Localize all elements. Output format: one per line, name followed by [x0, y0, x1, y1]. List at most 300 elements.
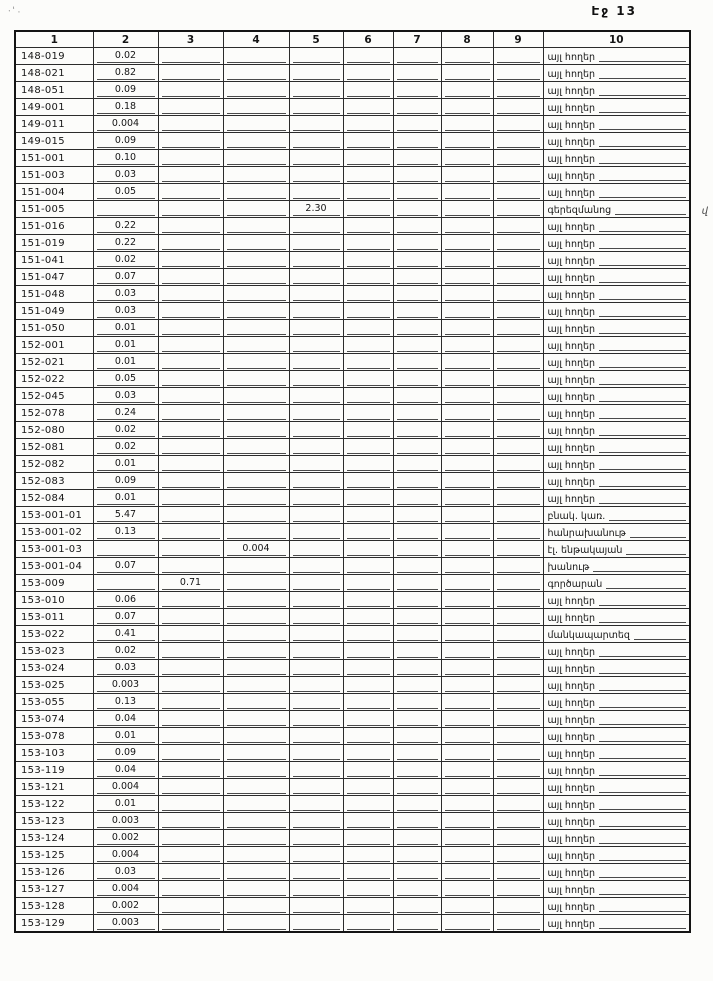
value-cell	[493, 694, 543, 711]
value-cell	[393, 116, 441, 133]
value-cell	[158, 830, 223, 847]
table-row	[15, 898, 690, 915]
value-cell	[289, 864, 343, 881]
value-cell	[343, 745, 393, 762]
fill-line	[599, 367, 686, 368]
value-cell	[158, 796, 223, 813]
fill-line	[599, 656, 686, 657]
value-cell	[441, 99, 493, 116]
value-cell: 0.03	[93, 660, 158, 677]
parcel-code-cell: 153-025	[15, 677, 93, 694]
table-row	[15, 82, 690, 99]
land-use-text: այլ հողեր	[547, 85, 596, 97]
value-cell	[441, 235, 493, 252]
parcel-code-cell: 153-001-02	[15, 524, 93, 541]
value-cell	[223, 609, 289, 626]
table-row	[15, 371, 690, 388]
land-use-text: այլ հողեր	[547, 680, 596, 692]
value-cell	[223, 150, 289, 167]
value-cell	[343, 303, 393, 320]
table-row	[15, 507, 690, 524]
value-cell	[493, 48, 543, 65]
value-cell	[493, 898, 543, 915]
land-use-text: այլ հողեր	[547, 748, 596, 760]
land-use-text: այլ հողեր	[547, 697, 596, 709]
value-cell	[393, 371, 441, 388]
parcel-code-cell: 153-123	[15, 813, 93, 830]
value-cell: 0.01	[93, 728, 158, 745]
value-cell: 5.47	[93, 507, 158, 524]
value-cell: 0.01	[93, 456, 158, 473]
value-cell	[223, 847, 289, 864]
value-cell: 0.002	[93, 830, 158, 847]
land-use-cell	[543, 762, 690, 779]
page-number-label: Էջ 13	[591, 4, 637, 18]
value-cell	[289, 779, 343, 796]
value-cell	[223, 864, 289, 881]
land-use-cell	[543, 779, 690, 796]
value-cell	[441, 422, 493, 439]
value-cell	[393, 286, 441, 303]
value-cell	[289, 150, 343, 167]
fill-line	[599, 299, 686, 300]
parcel-code-cell: 153-078	[15, 728, 93, 745]
value-cell	[493, 541, 543, 558]
value-cell	[441, 337, 493, 354]
value-cell	[289, 592, 343, 609]
parcel-code-cell: 151-005	[15, 201, 93, 218]
value-cell	[289, 473, 343, 490]
value-cell	[223, 711, 289, 728]
fill-line	[630, 537, 686, 538]
table-row	[15, 150, 690, 167]
value-cell	[289, 184, 343, 201]
fill-line	[599, 316, 686, 317]
table-row	[15, 881, 690, 898]
value-cell	[343, 864, 393, 881]
land-use-text: էլ. ենթակայան	[547, 544, 623, 556]
fill-line	[599, 95, 686, 96]
land-use-text: խանութ	[547, 561, 590, 573]
land-use-cell	[543, 388, 690, 405]
table-row	[15, 796, 690, 813]
value-cell	[158, 864, 223, 881]
value-cell	[223, 762, 289, 779]
value-cell	[289, 677, 343, 694]
value-cell	[493, 337, 543, 354]
value-cell: 0.09	[93, 473, 158, 490]
value-cell	[223, 881, 289, 898]
value-cell	[393, 915, 441, 933]
fill-line	[599, 690, 686, 691]
land-use-text: այլ հողեր	[547, 493, 596, 505]
value-cell	[289, 354, 343, 371]
table-row	[15, 439, 690, 456]
fill-line	[615, 214, 686, 215]
value-cell	[289, 252, 343, 269]
value-cell	[393, 99, 441, 116]
value-cell	[158, 99, 223, 116]
value-cell	[289, 371, 343, 388]
land-use-text: այլ հողեր	[547, 153, 596, 165]
value-cell	[289, 507, 343, 524]
value-cell	[223, 694, 289, 711]
value-cell	[441, 524, 493, 541]
value-cell	[289, 745, 343, 762]
value-cell	[289, 337, 343, 354]
parcel-code-cell: 153-011	[15, 609, 93, 626]
land-use-text: այլ հողեր	[547, 323, 596, 335]
fill-line	[599, 282, 686, 283]
value-cell	[393, 796, 441, 813]
value-cell	[493, 677, 543, 694]
value-cell	[289, 388, 343, 405]
value-cell	[493, 150, 543, 167]
value-cell	[158, 320, 223, 337]
value-cell	[493, 218, 543, 235]
value-cell	[158, 252, 223, 269]
value-cell	[343, 728, 393, 745]
table-row	[15, 235, 690, 252]
value-cell: 0.82	[93, 65, 158, 82]
table-row	[15, 711, 690, 728]
value-cell	[393, 490, 441, 507]
value-cell	[158, 711, 223, 728]
value-cell	[289, 269, 343, 286]
value-cell	[441, 626, 493, 643]
value-cell	[343, 65, 393, 82]
value-cell	[493, 643, 543, 660]
value-cell	[493, 116, 543, 133]
value-cell	[343, 371, 393, 388]
value-cell: 0.09	[93, 82, 158, 99]
parcel-code-cell: 148-019	[15, 48, 93, 65]
value-cell	[158, 269, 223, 286]
parcel-code-cell: 151-050	[15, 320, 93, 337]
fill-line	[599, 486, 686, 487]
table-row	[15, 320, 690, 337]
value-cell	[343, 184, 393, 201]
value-cell	[289, 915, 343, 933]
parcel-code-cell: 153-001-03	[15, 541, 93, 558]
value-cell: 0.02	[93, 643, 158, 660]
value-cell	[289, 116, 343, 133]
fill-line	[599, 775, 686, 776]
value-cell	[343, 779, 393, 796]
parcel-code-cell: 151-001	[15, 150, 93, 167]
fill-line	[599, 197, 686, 198]
table-row	[15, 847, 690, 864]
fill-line	[599, 112, 686, 113]
value-cell	[158, 609, 223, 626]
value-cell	[441, 830, 493, 847]
value-cell	[493, 354, 543, 371]
value-cell	[441, 167, 493, 184]
land-use-text: այլ հողեր	[547, 408, 596, 420]
value-cell	[223, 813, 289, 830]
land-use-cell	[543, 677, 690, 694]
value-cell	[393, 269, 441, 286]
value-cell: 0.06	[93, 592, 158, 609]
fill-line	[599, 792, 686, 793]
land-use-cell	[543, 592, 690, 609]
value-cell	[441, 881, 493, 898]
value-cell	[223, 796, 289, 813]
value-cell	[223, 133, 289, 150]
value-cell	[441, 558, 493, 575]
value-cell	[493, 422, 543, 439]
value-cell: 2.30	[289, 201, 343, 218]
value-cell	[343, 796, 393, 813]
parcel-code-cell: 153-074	[15, 711, 93, 728]
land-use-text: այլ հողեր	[547, 765, 596, 777]
land-use-text: այլ հողեր	[547, 663, 596, 675]
value-cell	[393, 745, 441, 762]
land-use-text: այլ հողեր	[547, 238, 596, 250]
value-cell: 0.03	[93, 303, 158, 320]
land-use-cell	[543, 660, 690, 677]
parcel-code-cell: 151-016	[15, 218, 93, 235]
value-cell	[393, 592, 441, 609]
land-use-cell	[543, 609, 690, 626]
value-cell	[223, 354, 289, 371]
land-use-text: հանրախանութ	[547, 527, 626, 539]
value-cell	[393, 150, 441, 167]
value-cell	[493, 507, 543, 524]
value-cell	[158, 881, 223, 898]
value-cell	[493, 65, 543, 82]
parcel-code-cell: 152-001	[15, 337, 93, 354]
value-cell	[393, 473, 441, 490]
margin-handwritten-note: վ	[701, 206, 708, 217]
table-row	[15, 337, 690, 354]
value-cell	[441, 269, 493, 286]
value-cell	[441, 592, 493, 609]
value-cell	[493, 762, 543, 779]
table-body	[15, 48, 690, 933]
table-row	[15, 660, 690, 677]
land-use-cell	[543, 218, 690, 235]
value-cell: 0.07	[93, 558, 158, 575]
land-use-text: այլ հողեր	[547, 442, 596, 454]
value-cell	[343, 830, 393, 847]
value-cell	[493, 711, 543, 728]
fill-line	[599, 605, 686, 606]
value-cell	[393, 711, 441, 728]
value-cell	[493, 439, 543, 456]
table-row	[15, 745, 690, 762]
fill-line	[599, 928, 686, 929]
land-use-text: այլ հողեր	[547, 391, 596, 403]
value-cell	[343, 575, 393, 592]
value-cell	[223, 677, 289, 694]
value-cell	[343, 677, 393, 694]
column-header: 2	[93, 31, 158, 48]
value-cell	[441, 541, 493, 558]
table-row	[15, 99, 690, 116]
land-use-cell	[543, 796, 690, 813]
value-cell	[158, 524, 223, 541]
value-cell	[158, 235, 223, 252]
column-header: 9	[493, 31, 543, 48]
value-cell	[441, 303, 493, 320]
value-cell	[393, 677, 441, 694]
value-cell	[393, 235, 441, 252]
land-use-text: այլ հողեր	[547, 612, 596, 624]
fill-line	[593, 571, 686, 572]
land-use-cell	[543, 575, 690, 592]
value-cell	[158, 388, 223, 405]
value-cell	[441, 711, 493, 728]
value-cell	[441, 150, 493, 167]
value-cell	[343, 711, 393, 728]
value-cell: 0.09	[93, 133, 158, 150]
land-use-cell	[543, 490, 690, 507]
value-cell	[441, 898, 493, 915]
land-use-text: այլ հողեր	[547, 918, 596, 930]
land-use-cell	[543, 286, 690, 303]
value-cell	[493, 728, 543, 745]
value-cell	[343, 218, 393, 235]
value-cell	[223, 456, 289, 473]
value-cell	[289, 48, 343, 65]
parcel-code-cell: 151-049	[15, 303, 93, 320]
value-cell	[289, 796, 343, 813]
value-cell	[223, 269, 289, 286]
value-cell	[493, 201, 543, 218]
value-cell	[493, 592, 543, 609]
land-use-text: այլ հողեր	[547, 119, 596, 131]
table-row	[15, 541, 690, 558]
value-cell	[343, 643, 393, 660]
value-cell	[158, 762, 223, 779]
fill-line	[599, 809, 686, 810]
land-use-text: այլ հողեր	[547, 646, 596, 658]
value-cell	[493, 524, 543, 541]
value-cell	[289, 218, 343, 235]
value-cell	[441, 354, 493, 371]
fill-line	[599, 503, 686, 504]
fill-line	[599, 911, 686, 912]
value-cell	[393, 48, 441, 65]
value-cell	[393, 643, 441, 660]
land-use-text: այլ հողեր	[547, 476, 596, 488]
value-cell	[493, 184, 543, 201]
value-cell	[393, 422, 441, 439]
value-cell	[343, 456, 393, 473]
value-cell	[158, 677, 223, 694]
table-row	[15, 388, 690, 405]
value-cell	[441, 490, 493, 507]
value-cell	[223, 252, 289, 269]
value-cell	[343, 405, 393, 422]
value-cell	[289, 694, 343, 711]
land-use-cell	[543, 864, 690, 881]
value-cell	[289, 422, 343, 439]
value-cell	[343, 320, 393, 337]
parcel-code-cell: 151-019	[15, 235, 93, 252]
value-cell	[93, 201, 158, 218]
parcel-code-cell: 151-047	[15, 269, 93, 286]
value-cell	[158, 456, 223, 473]
land-use-text: այլ հողեր	[547, 102, 596, 114]
value-cell	[393, 847, 441, 864]
value-cell: 0.004	[223, 541, 289, 558]
land-use-text: այլ հողեր	[547, 901, 596, 913]
parcel-code-cell: 153-119	[15, 762, 93, 779]
land-use-text: այլ հողեր	[547, 221, 596, 233]
land-use-cell	[543, 881, 690, 898]
corner-scan-mark: ·'.	[7, 5, 23, 17]
fill-line	[609, 520, 686, 521]
value-cell	[343, 286, 393, 303]
land-use-cell	[543, 303, 690, 320]
value-cell	[223, 422, 289, 439]
value-cell	[493, 269, 543, 286]
value-cell: 0.004	[93, 847, 158, 864]
table-row	[15, 864, 690, 881]
fill-line	[599, 894, 686, 895]
value-cell	[289, 898, 343, 915]
parcel-code-cell: 151-003	[15, 167, 93, 184]
value-cell: 0.05	[93, 184, 158, 201]
parcel-code-cell: 148-051	[15, 82, 93, 99]
value-cell	[441, 609, 493, 626]
land-use-text: այլ հողեր	[547, 289, 596, 301]
value-cell	[158, 541, 223, 558]
land-use-text: մանկապարտեզ	[547, 629, 630, 641]
value-cell: 0.22	[93, 235, 158, 252]
value-cell: 0.18	[93, 99, 158, 116]
value-cell	[441, 405, 493, 422]
parcel-code-cell: 152-080	[15, 422, 93, 439]
value-cell	[158, 592, 223, 609]
land-use-text: այլ հողեր	[547, 357, 596, 369]
fill-line	[599, 384, 686, 385]
value-cell	[493, 813, 543, 830]
value-cell	[493, 881, 543, 898]
value-cell: 0.41	[93, 626, 158, 643]
value-cell	[223, 898, 289, 915]
land-use-cell	[543, 456, 690, 473]
value-cell	[343, 609, 393, 626]
value-cell	[158, 694, 223, 711]
value-cell	[223, 320, 289, 337]
fill-line	[599, 877, 686, 878]
value-cell	[158, 728, 223, 745]
value-cell	[158, 218, 223, 235]
land-use-text: բնակ. կառ.	[547, 510, 606, 522]
value-cell	[343, 269, 393, 286]
value-cell	[393, 524, 441, 541]
table-row	[15, 694, 690, 711]
fill-line	[599, 724, 686, 725]
value-cell	[493, 405, 543, 422]
value-cell	[343, 252, 393, 269]
table-row	[15, 167, 690, 184]
value-cell	[223, 915, 289, 933]
parcel-code-cell: 149-011	[15, 116, 93, 133]
table-row	[15, 813, 690, 830]
land-use-text: այլ հողեր	[547, 425, 596, 437]
value-cell	[158, 915, 223, 933]
value-cell	[343, 592, 393, 609]
value-cell	[441, 82, 493, 99]
value-cell	[343, 150, 393, 167]
land-use-cell	[543, 830, 690, 847]
value-cell	[393, 541, 441, 558]
value-cell	[158, 507, 223, 524]
